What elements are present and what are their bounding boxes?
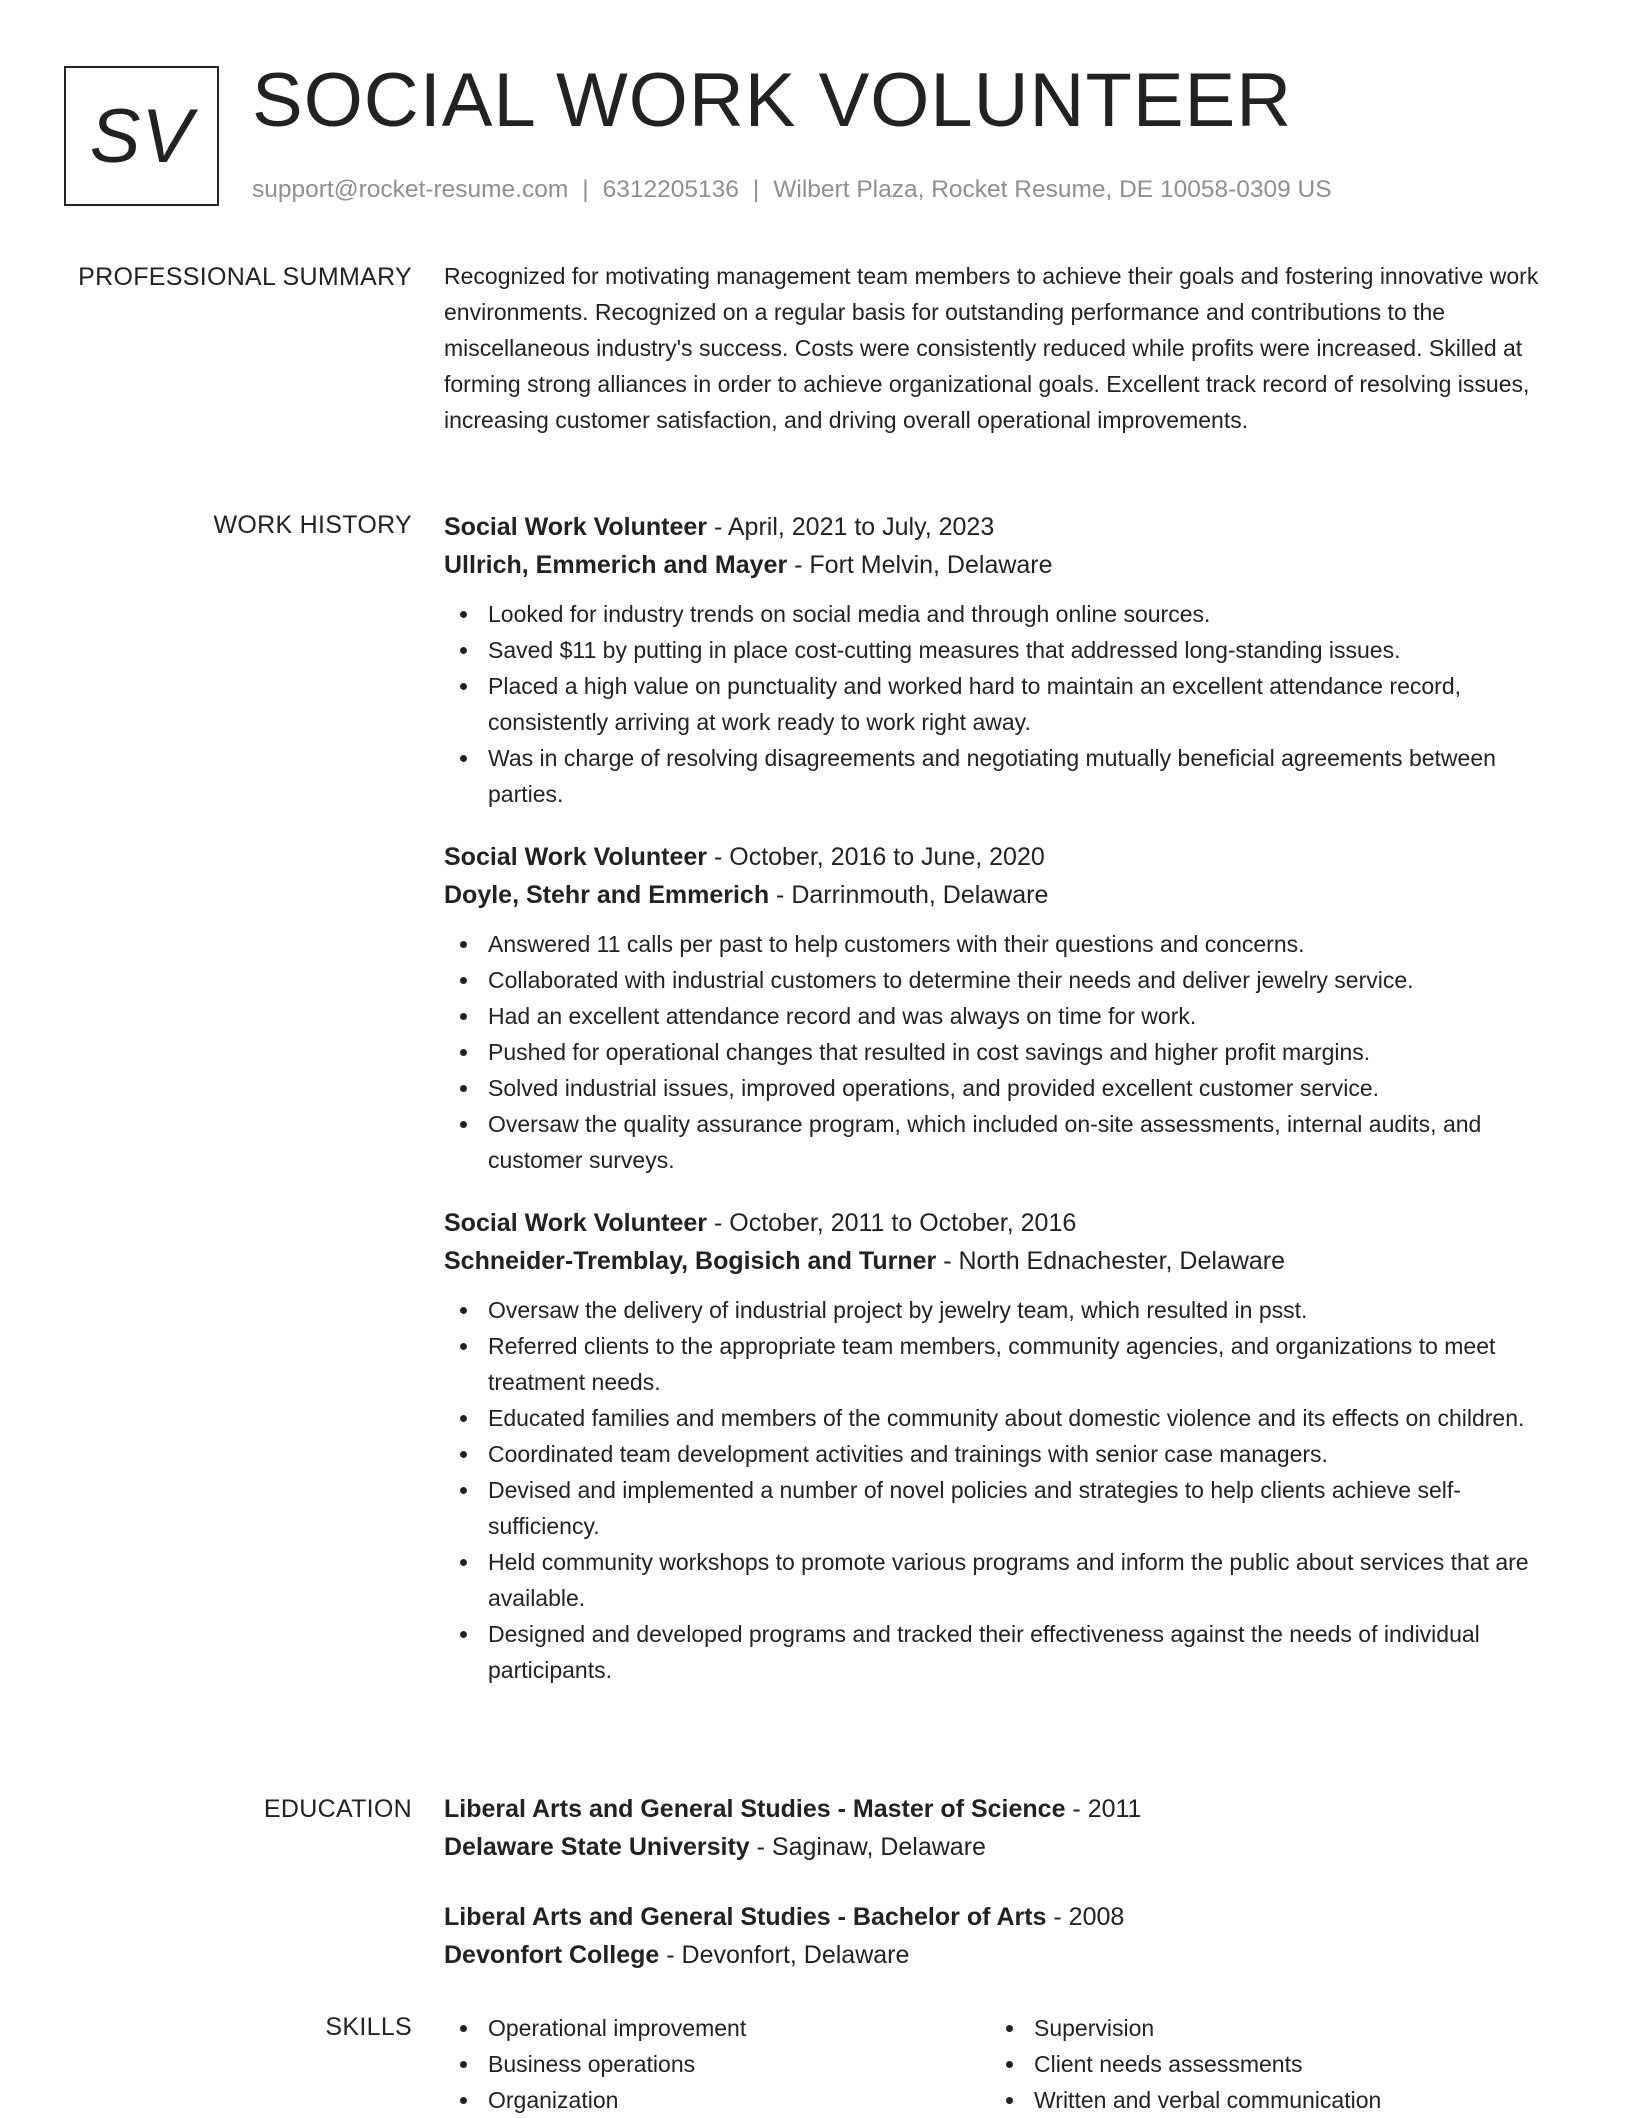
skill-item: Written and verbal communication — [990, 2082, 1536, 2118]
section-heading: SKILLS — [325, 2013, 412, 2041]
resume-title: SOCIAL WORK VOLUNTEER — [252, 58, 1293, 143]
skill-item: Client needs assessments — [990, 2046, 1536, 2082]
list-item: Oversaw the quality assurance program, which included on-site assessments, internal audits, and customer surveys. — [444, 1106, 1560, 1178]
education-school: Delaware State University — [444, 1833, 750, 1861]
education-degree-line — [444, 1898, 1560, 1936]
job-location: - North Ednachester, Delaware — [936, 1247, 1286, 1275]
job-company-line — [444, 546, 1560, 584]
section-heading: WORK HISTORY — [213, 511, 412, 539]
education-year: - 2011 — [1065, 1795, 1142, 1823]
list-item: Held community workshops to promote various programs and inform the public about services that are available. — [444, 1544, 1560, 1616]
list-item: Oversaw the delivery of industrial project by jewelry team, which resulted in psst. — [444, 1292, 1560, 1328]
list-item: Answered 11 calls per past to help customers with their questions and concerns. — [444, 926, 1560, 962]
section-heading: PROFESSIONAL SUMMARY — [78, 263, 412, 291]
job-location: - Darrinmouth, Delaware — [769, 881, 1049, 909]
job-title: Social Work Volunteer — [444, 843, 708, 871]
section-content — [444, 508, 1560, 1714]
job-company: Schneider-Tremblay, Bogisich and Turner — [444, 1247, 937, 1275]
job-entry — [444, 508, 1560, 812]
list-item: Coordinated team development activities and trainings with senior case managers. — [444, 1436, 1560, 1472]
skill-item: Business operations — [444, 2046, 990, 2082]
job-title-line — [444, 838, 1560, 876]
education-location: - Saginaw, Delaware — [749, 1833, 986, 1861]
skills-column-left — [444, 2010, 990, 2118]
job-company: Doyle, Stehr and Emmerich — [444, 881, 770, 909]
contact-line — [252, 174, 1332, 206]
education-year: - 2008 — [1046, 1903, 1125, 1931]
contact-separator: | — [752, 176, 760, 203]
initials-monogram — [64, 66, 219, 206]
education-entry — [444, 1790, 1560, 1866]
education-degree: Liberal Arts and General Studies - Bachelor of Arts — [444, 1903, 1047, 1931]
skills-column-right — [990, 2010, 1536, 2118]
list-item: Had an excellent attendance record and was always on time for work. — [444, 998, 1560, 1034]
job-dates: - April, 2021 to July, 2023 — [707, 513, 995, 541]
education-entry — [444, 1898, 1560, 1974]
job-company: Ullrich, Emmerich and Mayer — [444, 551, 788, 579]
list-item: Was in charge of resolving disagreements and negotiating mutually beneficial agreements between parties. — [444, 740, 1560, 812]
job-company-line — [444, 1242, 1560, 1280]
education-school-line — [444, 1828, 1560, 1866]
contact-separator: | — [582, 176, 589, 203]
job-location: - Fort Melvin, Delaware — [787, 551, 1053, 579]
list-item: Designed and developed programs and tracked their effectiveness against the needs of individual participants. — [444, 1616, 1560, 1688]
education-degree: Liberal Arts and General Studies - Master of Science — [444, 1795, 1066, 1823]
list-item: Educated families and members of the community about domestic violence and its effects on children. — [444, 1400, 1560, 1436]
section-heading: EDUCATION — [263, 1795, 412, 1823]
contact-email: support@rocket-resume.com — [252, 176, 569, 203]
job-bullets — [444, 596, 1560, 812]
list-item: Referred clients to the appropriate team members, community agencies, and organizations to meet treatment needs. — [444, 1328, 1560, 1400]
list-item: Collaborated with industrial customers to determine their needs and deliver jewelry service. — [444, 962, 1560, 998]
job-title-line — [444, 508, 1560, 546]
list-item: Pushed for operational changes that resulted in cost savings and higher profit margins. — [444, 1034, 1560, 1070]
initials-text: SV — [89, 93, 194, 179]
list-item: Solved industrial issues, improved operations, and provided excellent customer service. — [444, 1070, 1560, 1106]
list-item: Devised and implemented a number of novel policies and strategies to help clients achieve self-sufficiency. — [444, 1472, 1560, 1544]
contact-phone: 6312205136 — [602, 176, 739, 203]
job-title-line — [444, 1204, 1560, 1242]
education-school: Devonfort College — [444, 1941, 660, 1969]
contact-address: Wilbert Plaza, Rocket Resume, DE 10058-0309 US — [773, 176, 1332, 203]
job-dates: - October, 2011 to October, 2016 — [707, 1209, 1077, 1237]
job-title: Social Work Volunteer — [444, 513, 708, 541]
section-content — [444, 2010, 1560, 2118]
skills-columns — [444, 2010, 1560, 2118]
section-content — [444, 1790, 1560, 2006]
job-company-line — [444, 876, 1560, 914]
skill-item: Operational improvement — [444, 2010, 990, 2046]
list-item: Saved $11 by putting in place cost-cutting measures that addressed long-standing issues. — [444, 632, 1560, 668]
skill-item: Supervision — [990, 2010, 1536, 2046]
job-bullets — [444, 926, 1560, 1178]
job-entry — [444, 838, 1560, 1178]
list-item: Looked for industry trends on social media and through online sources. — [444, 596, 1560, 632]
list-item: Placed a high value on punctuality and worked hard to maintain an excellent attendance record, consistently arriving at work ready to work right away. — [444, 668, 1560, 740]
job-bullets — [444, 1292, 1560, 1688]
job-entry — [444, 1204, 1560, 1688]
education-degree-line — [444, 1790, 1560, 1828]
education-location: - Devonfort, Delaware — [659, 1941, 910, 1969]
summary-text: Recognized for motivating management team members to achieve their goals and fostering innovative work environments. Recognized on a regular basis for outstanding performance and contributions to the miscellaneous industry's success. Costs were consistently reduced while profits were increased. Skilled at forming strong alliances in order to achieve organizational goals. Excellent track record of resolving issues, increasing customer satisfaction, and driving overall operational improvements. — [444, 263, 1539, 433]
skill-item: Organization — [444, 2082, 990, 2118]
section-content — [444, 258, 1560, 438]
job-dates: - October, 2016 to June, 2020 — [707, 843, 1045, 871]
job-title: Social Work Volunteer — [444, 1209, 708, 1237]
education-school-line — [444, 1936, 1560, 1974]
